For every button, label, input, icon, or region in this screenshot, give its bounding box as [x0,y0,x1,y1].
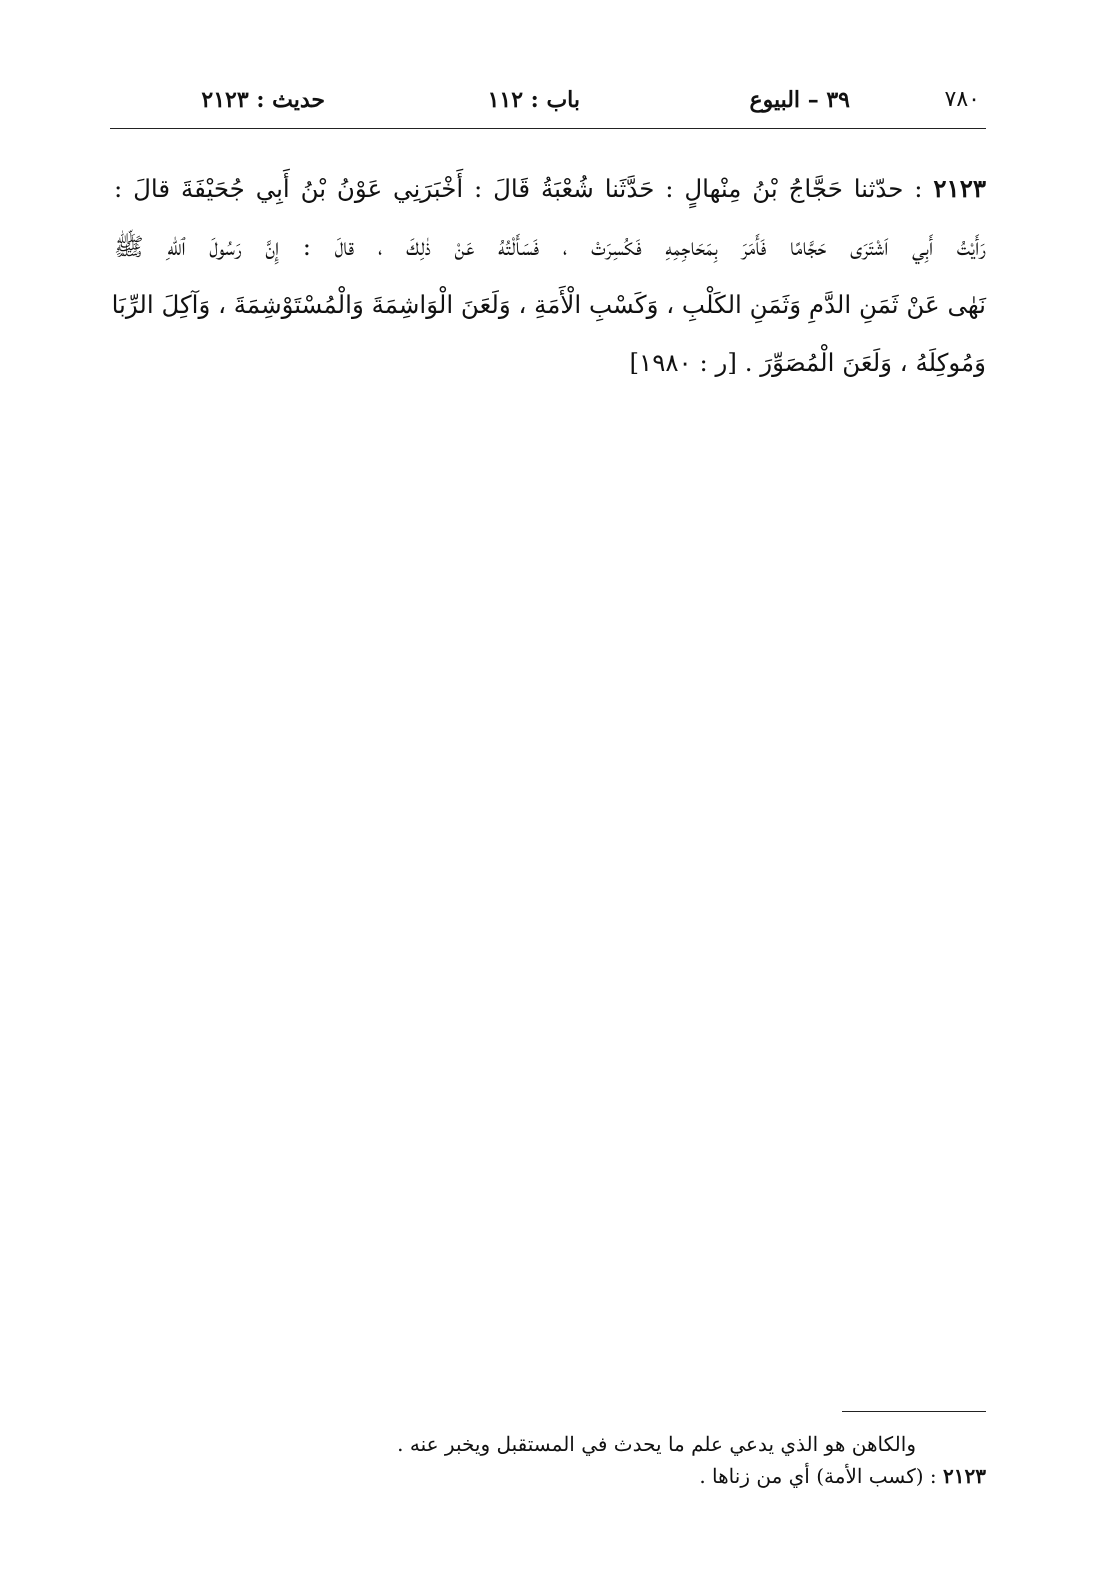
hadith-line-3: نَهٰى عَنْ ثَمَنِ الدَّمِ وَثَمَنِ الكَلْبِ ، وَكَسْبِ الْأَمَةِ ، وَلَعَنَ الْوَاشِمَةَ وَالْمُسْتَوْشِمَةَ ، وَآكِلَ الرِّبَا [111,290,986,319]
hadith-line-1 [114,160,986,218]
footnote-line-2 [286,1460,986,1492]
page-number: ٧٨٠ [944,87,980,112]
hadith-line-4: وَمُوكِلَهُ ، وَلَعَنَ الْمُصَوِّرَ . [ر : ١٩٨٠] [629,348,986,377]
book-title: ٣٩ – البيوع [749,87,850,113]
footnote-line-2-text: : (كسب الأمة) أي من زناها . [699,1464,944,1488]
hadith-number: ٢١٢٣ [933,174,987,203]
running-head [120,82,990,118]
hadith-reference: حديث : ٢١٢٣ [201,87,325,113]
hadith-text [111,160,987,392]
header-divider [110,128,986,129]
chapter-number: باب : ١١٢ [487,87,580,113]
footnotes [286,1428,986,1492]
footnote-number: ٢١٢٣ [943,1464,986,1488]
footnote-line-1: والكاهن هو الذي يدعي علم ما يحدث في المستقبل ويخبر عنه . [397,1432,916,1456]
hadith-line-1-text: : حدّثنا حَجَّاجُ بْنُ مِنْهالٍ : حَدَّثَنا شُعْبَةُ قَالَ : أَخْبَرَنِي عَوْنُ بْنُ أَبِي جُحَيْفَةَ قالَ : [114,174,934,203]
footnote-divider [842,1411,986,1412]
hadith-line-2: رَأَيْتُ أَبِي اَشْتَرَى حَجَّامًا فَأَمَرَ بِمَحَاجِمِهِ فَكُسِرَتْ ، فَسَأَلْتُهُ عَنْ ذٰلِكَ ، قالَ : إِنَّ رَسُولَ ٱللّٰهِ ﷺ [114,232,986,261]
